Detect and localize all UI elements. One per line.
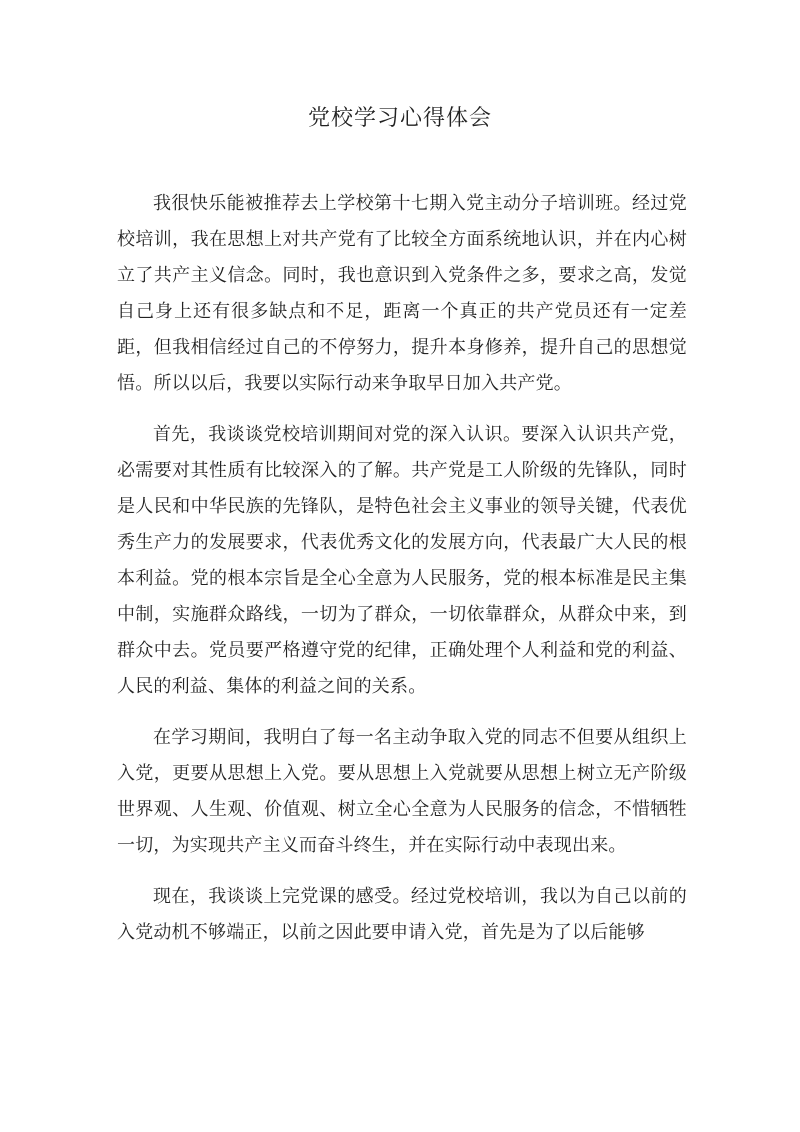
paragraph-1: 我很快乐能被推荐去上学校第十七期入党主动分子培训班。经过党校培训，我在思想上对共产党有了比较全方面系统地认识，并在内心树立了共产主义信念。同时，我也意识到入党条件之多，要求之高，发觉自己身上还有很多缺点和不足，距离一个真正的共产党员还有一定差距，但我相信经过自己的不停努力，提升本身修养，提升自己的思想觉悟。所以以后，我要以实际行动来争取早日加入共产党。 xyxy=(117,193,687,394)
paragraph-2: 首先，我谈谈党校培训期间对党的深入认识。要深入认识共产党，必需要对其性质有比较深入的了解。共产党是工人阶级的先锋队，同时是人民和中华民族的先锋队，是特色社会主义事业的领导关键，代表优秀生产力的发展要求，代表优秀文化的发展方向，代表最广大人民的根本利益。党的根本宗旨是全心全意为人民服务，党的根本标准是民主集中制，实施群众路线，一切为了群众，一切依靠群众，从群众中来，到群众中去。党员要严格遵守党的纪律，正确处理个人利益和党的利益、人民的利益、集体的利益之间的关系。 xyxy=(117,424,687,697)
paragraph-4: 现在，我谈谈上完党课的感受。经过党校培训，我以为自己以前的入党动机不够端正，以前之因此要申请入党，首先是为了以后能够 xyxy=(117,886,687,943)
document-body xyxy=(117,186,687,966)
paragraph-3: 在学习期间，我明白了每一名主动争取入党的同志不但要从组织上入党，更要从思想上入党。要从思想上入党就要从思想上树立无产阶级世界观、人生观、价值观、树立全心全意为人民服务的信念，不惜牺牲一切，为实现共产主义而奋斗终生，并在实际行动中表现出来。 xyxy=(117,727,687,856)
document-title: 党校学习心得体会 xyxy=(307,106,492,131)
